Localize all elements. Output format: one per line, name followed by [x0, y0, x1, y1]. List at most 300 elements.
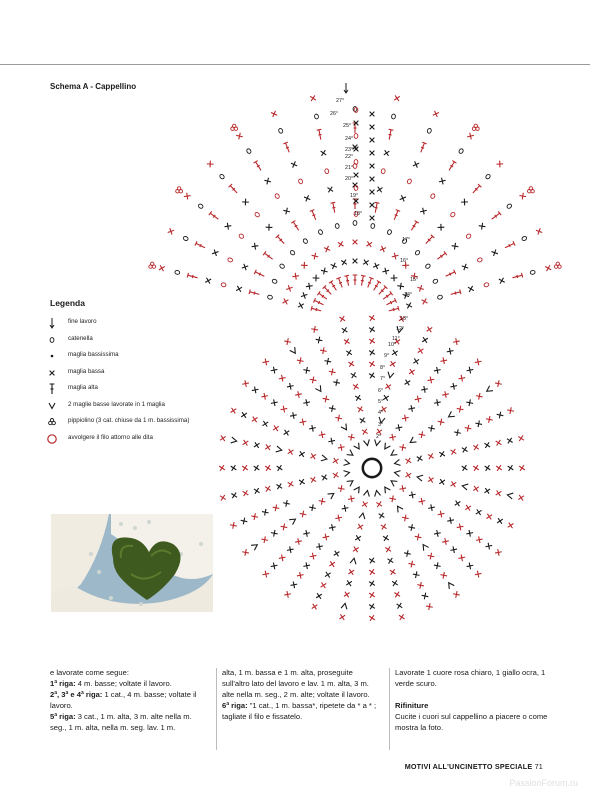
cross-symbol	[348, 361, 354, 367]
legend-item	[44, 366, 224, 383]
row-label: 19°	[350, 193, 359, 199]
chain-symbol	[437, 295, 443, 300]
cross-symbol	[458, 375, 465, 382]
cross-symbol	[408, 405, 415, 412]
cross-symbol	[417, 582, 424, 589]
row-2-4-label: 2ª, 3ª e 4ª riga:	[50, 690, 103, 699]
cross-symbol	[369, 581, 375, 587]
vee-symbol	[382, 443, 390, 451]
cross-symbol	[242, 199, 249, 206]
vee-symbol	[231, 437, 238, 444]
row-label: 26°	[330, 111, 339, 117]
vee-symbol	[354, 485, 362, 493]
cross-symbol	[303, 399, 310, 406]
cross-symbol	[271, 111, 277, 117]
cross-symbol	[442, 391, 449, 398]
cross-symbol	[254, 465, 260, 471]
cross-symbol	[369, 373, 375, 379]
tall-symbol	[359, 275, 366, 286]
row-label: 24°	[345, 136, 354, 142]
legend-item	[44, 399, 224, 416]
tall-symbol	[276, 235, 286, 246]
cross-symbol	[252, 243, 259, 250]
chain-symbol	[387, 229, 392, 235]
cross-symbol	[304, 195, 310, 201]
picot-icon	[44, 415, 60, 429]
tall-symbol	[373, 202, 380, 213]
cross-symbol	[415, 534, 422, 541]
cross-symbol	[266, 224, 273, 231]
cross-symbol	[404, 550, 411, 557]
tall-symbol	[209, 211, 220, 221]
cross-symbol	[242, 380, 249, 387]
cross-symbol	[370, 164, 375, 169]
cross-symbol	[236, 133, 243, 140]
tall-symbol	[490, 211, 501, 221]
vee-symbol	[341, 424, 349, 432]
cross-symbol	[475, 571, 482, 578]
cross-symbol	[366, 241, 372, 247]
cross-symbol	[291, 581, 298, 588]
cross-symbol	[497, 412, 504, 419]
cross-symbol	[225, 223, 232, 230]
cross-symbol	[439, 479, 445, 485]
tall-symbol	[336, 277, 344, 288]
cross-symbol	[231, 465, 237, 471]
cross-symbol	[405, 472, 411, 478]
row-5-continued: alta, 1 m. bassa e 1 m. alta, proseguite sull'altro lato del lavoro e lav. 1 m. alta, 3 m. alte nella m. seg., 2 m. alte; voltate il lavoro.	[222, 668, 370, 699]
cross-symbol	[421, 386, 428, 393]
row-label: 27°	[336, 98, 345, 104]
chain-symbol	[407, 178, 412, 184]
cross-symbol	[466, 530, 473, 537]
cross-symbol	[263, 359, 270, 366]
text-column-3	[395, 667, 555, 733]
cross-symbol	[290, 412, 297, 419]
cross-symbol	[467, 133, 474, 140]
cross-symbol	[212, 249, 218, 255]
cross-symbol	[484, 442, 490, 448]
vee-symbol	[321, 455, 328, 462]
cross-symbol	[276, 484, 282, 490]
legend-item-text: 2 maglie basse lavorate in 1 maglia	[68, 400, 165, 408]
cross-symbol	[292, 273, 299, 280]
vee-symbol	[447, 411, 455, 419]
cross-symbol	[319, 498, 326, 505]
row-label: 4°	[378, 410, 384, 416]
cross-symbol	[265, 444, 271, 450]
chain-symbol	[314, 114, 319, 119]
cross-symbol	[495, 380, 502, 387]
cross-symbol	[324, 246, 330, 252]
arrow-symbol	[50, 318, 54, 328]
cross-symbol	[447, 348, 454, 355]
tall-symbol	[317, 129, 324, 140]
cross-symbol	[442, 538, 449, 545]
row-label: 17°	[402, 237, 411, 243]
tall-symbol	[291, 221, 300, 232]
cross-symbol	[355, 395, 361, 401]
chain-symbol	[267, 295, 273, 300]
tall-symbol	[445, 270, 456, 279]
tall-symbol	[283, 142, 291, 153]
cross-symbol	[426, 603, 433, 610]
cross-symbol	[324, 358, 331, 365]
cross-symbol	[399, 485, 406, 492]
cross-symbol	[339, 316, 345, 322]
cross-symbol	[389, 495, 396, 502]
row-label: 21°	[345, 165, 354, 171]
cross-symbol	[405, 380, 411, 386]
vee-symbol	[359, 513, 366, 520]
cross-symbol	[354, 173, 359, 178]
cross-symbol	[462, 447, 468, 453]
cross-symbol	[433, 111, 439, 117]
chain-symbol	[272, 279, 278, 285]
chain-symbol	[414, 250, 420, 256]
cross-symbol	[329, 405, 336, 412]
cross-symbol	[406, 303, 412, 309]
cross-symbol	[328, 438, 335, 445]
cross-symbol	[518, 435, 524, 441]
cross-symbol	[301, 262, 308, 269]
cross-symbol	[475, 420, 482, 427]
cross-symbol	[438, 511, 445, 518]
cross-symbol	[220, 495, 226, 501]
vee-symbol	[341, 603, 348, 610]
cross-symbol	[369, 569, 375, 575]
cross-symbol	[440, 572, 447, 579]
cross-symbol	[467, 367, 474, 374]
vee-symbol	[462, 483, 469, 490]
legend-item	[44, 382, 224, 399]
row-label: 9°	[384, 353, 390, 359]
cross-symbol	[383, 395, 389, 401]
cross-symbol	[486, 514, 492, 520]
cross-symbol	[399, 614, 405, 620]
cross-symbol	[342, 327, 348, 333]
footer-magazine	[405, 762, 543, 771]
legend-item-text: maglia bassissima	[68, 351, 119, 358]
cross-symbol	[418, 348, 424, 354]
cross-symbol	[461, 199, 468, 206]
cross-symbol	[519, 193, 526, 200]
cross-symbol	[394, 95, 400, 101]
cross-symbol	[462, 465, 468, 471]
cross-symbol	[434, 399, 441, 406]
cross-symbol	[479, 223, 486, 230]
cross-symbol	[303, 562, 310, 569]
cross-symbol	[417, 456, 423, 462]
row-label: 11°	[392, 336, 400, 342]
cross-symbol	[383, 535, 389, 541]
cross-symbol	[283, 298, 289, 304]
cross-symbol	[369, 350, 375, 356]
cross-symbol	[363, 260, 369, 266]
chain-symbol	[530, 270, 536, 275]
cross-symbol	[438, 419, 445, 426]
cross-symbol	[353, 384, 359, 390]
legend	[44, 298, 224, 448]
cross-symbol	[392, 580, 398, 586]
vee-icon	[44, 399, 60, 413]
cross-symbol	[279, 375, 286, 382]
row-5-label: 5ª riga:	[50, 712, 76, 721]
page-number: 71	[534, 762, 543, 771]
cross-symbol	[420, 208, 427, 215]
cross-symbol	[384, 150, 390, 156]
cross-symbol	[385, 384, 391, 390]
vee-symbol	[507, 492, 514, 499]
vee-symbol	[276, 446, 283, 453]
cross-symbol	[299, 451, 305, 457]
legend-item-text: avvolgere il filo attorno alle dita	[68, 433, 153, 441]
tall-symbol	[419, 142, 427, 153]
cross-symbol	[422, 337, 428, 343]
cross-symbol	[254, 488, 260, 494]
legend-item	[44, 349, 224, 366]
cross-symbol	[251, 513, 258, 520]
cross-symbol	[338, 241, 344, 247]
vee-symbol	[409, 437, 417, 445]
magic-ring-symbol	[363, 459, 381, 477]
cross-symbol	[321, 268, 328, 275]
row-2-4-text: 1 cat., 4 m. basse; voltate il lavoro.	[50, 690, 197, 710]
cross-symbol	[310, 95, 316, 101]
cross-symbol	[396, 424, 403, 431]
tall-symbol	[331, 202, 338, 213]
chain-symbol	[303, 238, 309, 244]
cross-symbol	[346, 350, 352, 356]
tall-symbol	[323, 285, 333, 296]
cross-symbol	[323, 396, 330, 403]
cross-symbol	[321, 582, 327, 588]
cross-symbol	[168, 228, 174, 234]
cross-symbol	[310, 477, 316, 483]
cross-symbol	[281, 406, 288, 413]
cross-symbol	[344, 592, 350, 598]
chain-symbol	[221, 282, 227, 287]
cross-symbol	[339, 614, 345, 620]
cross-symbol	[454, 429, 461, 436]
cross-symbol	[291, 161, 297, 167]
cross-symbol	[457, 406, 464, 413]
chain-symbol	[425, 263, 431, 269]
vee-symbol	[289, 517, 297, 525]
cross-symbol	[261, 393, 268, 400]
cross-symbol	[325, 572, 331, 578]
cross-symbol	[389, 434, 396, 441]
cross-symbol	[428, 553, 435, 560]
cross-symbol	[264, 178, 271, 185]
row-label: 22°	[345, 154, 354, 160]
tall-symbol	[392, 210, 400, 221]
cross-symbol	[288, 449, 294, 455]
chain-symbol	[335, 223, 340, 228]
chain-symbol	[353, 221, 357, 226]
cross-symbol	[357, 524, 363, 530]
chain-symbol	[238, 233, 244, 239]
cross-symbol	[287, 383, 294, 390]
vee-symbol	[394, 470, 401, 477]
cross-symbol	[434, 530, 441, 537]
cross-symbol	[380, 246, 386, 252]
legend-item-text: pippiolino (3 cat. chiuse da 1 m. bassissima)	[68, 417, 190, 424]
cross-symbol	[254, 442, 260, 448]
vee-symbol	[49, 403, 55, 409]
cross-symbol	[312, 604, 318, 610]
cross-symbol	[491, 249, 497, 255]
tall-symbol	[311, 306, 322, 313]
picot-symbol	[49, 419, 56, 425]
cross-symbol	[476, 509, 482, 515]
chain-symbol	[354, 134, 358, 139]
cross-symbol	[379, 513, 385, 519]
chain-symbol	[50, 337, 54, 342]
cross-symbol	[284, 591, 291, 598]
vee-symbol	[251, 542, 259, 550]
cross-symbol	[507, 407, 514, 414]
cross-symbol	[243, 440, 249, 446]
cross-symbol	[369, 558, 375, 564]
tall-symbol	[310, 210, 318, 221]
cross-symbol	[231, 408, 237, 414]
vee-symbol	[347, 450, 355, 458]
chain-symbol	[521, 236, 527, 242]
cross-symbol	[271, 530, 278, 537]
cross-symbol	[465, 425, 472, 432]
cross-symbol	[360, 418, 366, 424]
cross-symbol	[338, 485, 345, 492]
cross-symbol	[205, 278, 211, 284]
instructions-intro: e lavorate come segue:	[50, 668, 129, 677]
row-label: 14°	[404, 292, 413, 298]
cross-symbol	[415, 396, 422, 403]
cross-symbol	[465, 505, 471, 511]
cross-symbol	[348, 434, 355, 441]
row-label: 18°	[354, 211, 363, 217]
cross-symbol	[231, 493, 237, 499]
cross-symbol	[316, 337, 323, 344]
hat-photo-image	[51, 514, 213, 612]
cross-symbol	[484, 488, 490, 494]
tall-symbol	[344, 275, 351, 286]
cross-symbol	[348, 495, 355, 502]
cross-symbol	[286, 285, 292, 291]
cross-symbol	[447, 517, 454, 524]
cross-symbol	[409, 369, 415, 375]
chain-symbol	[430, 193, 436, 199]
legend-item-text: fine lavoro	[68, 318, 97, 325]
cross-symbol	[279, 554, 286, 561]
cross-symbol	[457, 524, 464, 531]
cross-symbol	[519, 465, 525, 471]
cross-symbol	[335, 515, 342, 522]
cross-symbol	[405, 458, 411, 464]
chain-symbol	[279, 263, 285, 269]
legend-item-text: catenella	[68, 334, 93, 342]
vee-symbol	[290, 347, 298, 355]
cross-symbol	[323, 534, 330, 541]
cross-symbol	[369, 615, 375, 621]
row-label: 2°	[376, 434, 382, 440]
cross-symbol	[381, 524, 387, 530]
chain-icon	[44, 333, 60, 347]
cross-symbol	[271, 367, 278, 374]
cross-symbol	[252, 387, 259, 394]
row-label: 12°	[396, 326, 405, 332]
cross-symbol	[428, 477, 434, 483]
chain-symbol	[324, 168, 329, 173]
tall-symbol	[187, 273, 198, 280]
cross-symbol	[299, 479, 305, 485]
picot-symbol	[149, 262, 156, 268]
ring-icon	[44, 432, 60, 446]
cross-symbol	[496, 161, 503, 168]
cross-symbol	[243, 490, 249, 496]
vee-symbol	[350, 558, 357, 565]
vee-symbol	[389, 450, 397, 458]
cross-symbol	[265, 486, 271, 492]
cross-symbol	[355, 535, 361, 541]
cross-symbol	[242, 264, 248, 270]
cross-symbol	[453, 338, 460, 345]
tall-symbol	[385, 298, 396, 307]
cross-symbol	[263, 571, 270, 578]
vee-symbol	[374, 439, 381, 446]
tall-symbol	[436, 251, 447, 261]
cross-symbol	[230, 522, 237, 529]
cross-symbol	[311, 326, 318, 333]
cross-symbol	[377, 187, 383, 193]
cross-symbol	[184, 193, 191, 200]
cross-symbol	[536, 228, 542, 234]
cross-symbol	[476, 393, 483, 400]
cross-symbol	[399, 444, 406, 451]
picot-symbol	[231, 124, 238, 130]
cross-symbol	[309, 425, 316, 432]
chain-symbol	[477, 257, 483, 263]
tall-symbol	[382, 291, 393, 301]
cross-symbol	[335, 415, 342, 422]
column-separator	[216, 668, 217, 750]
cross-symbol	[316, 593, 322, 599]
vee-symbol	[417, 474, 424, 481]
cross-symbol	[353, 240, 358, 245]
chain-symbol	[174, 270, 180, 275]
hearts-text: Lavorate 1 cuore rosa chiaro, 1 giallo ocra, 1 verde scuro.	[395, 668, 546, 688]
chain-symbol	[219, 174, 225, 180]
magazine-name: MOTIVI ALL'UNCINETTO SPECIALE	[404, 762, 533, 771]
cross-symbol	[468, 286, 474, 292]
cross-symbol	[369, 361, 375, 367]
cross-symbol	[362, 429, 368, 435]
cross-symbol	[297, 357, 304, 364]
cross-symbol	[329, 524, 336, 531]
tall-symbol	[471, 184, 481, 195]
row-label: 20°	[345, 176, 354, 182]
cross-symbol	[475, 359, 482, 366]
chain-symbol	[484, 282, 490, 287]
row-label: 15°	[410, 277, 419, 283]
vee-symbol	[315, 385, 323, 393]
ring-symbol	[48, 434, 56, 442]
cross-symbol	[545, 265, 551, 271]
cross-symbol	[306, 283, 313, 290]
tall-symbol	[254, 270, 265, 279]
cross-symbol	[419, 431, 426, 438]
cross-symbol	[295, 391, 302, 398]
